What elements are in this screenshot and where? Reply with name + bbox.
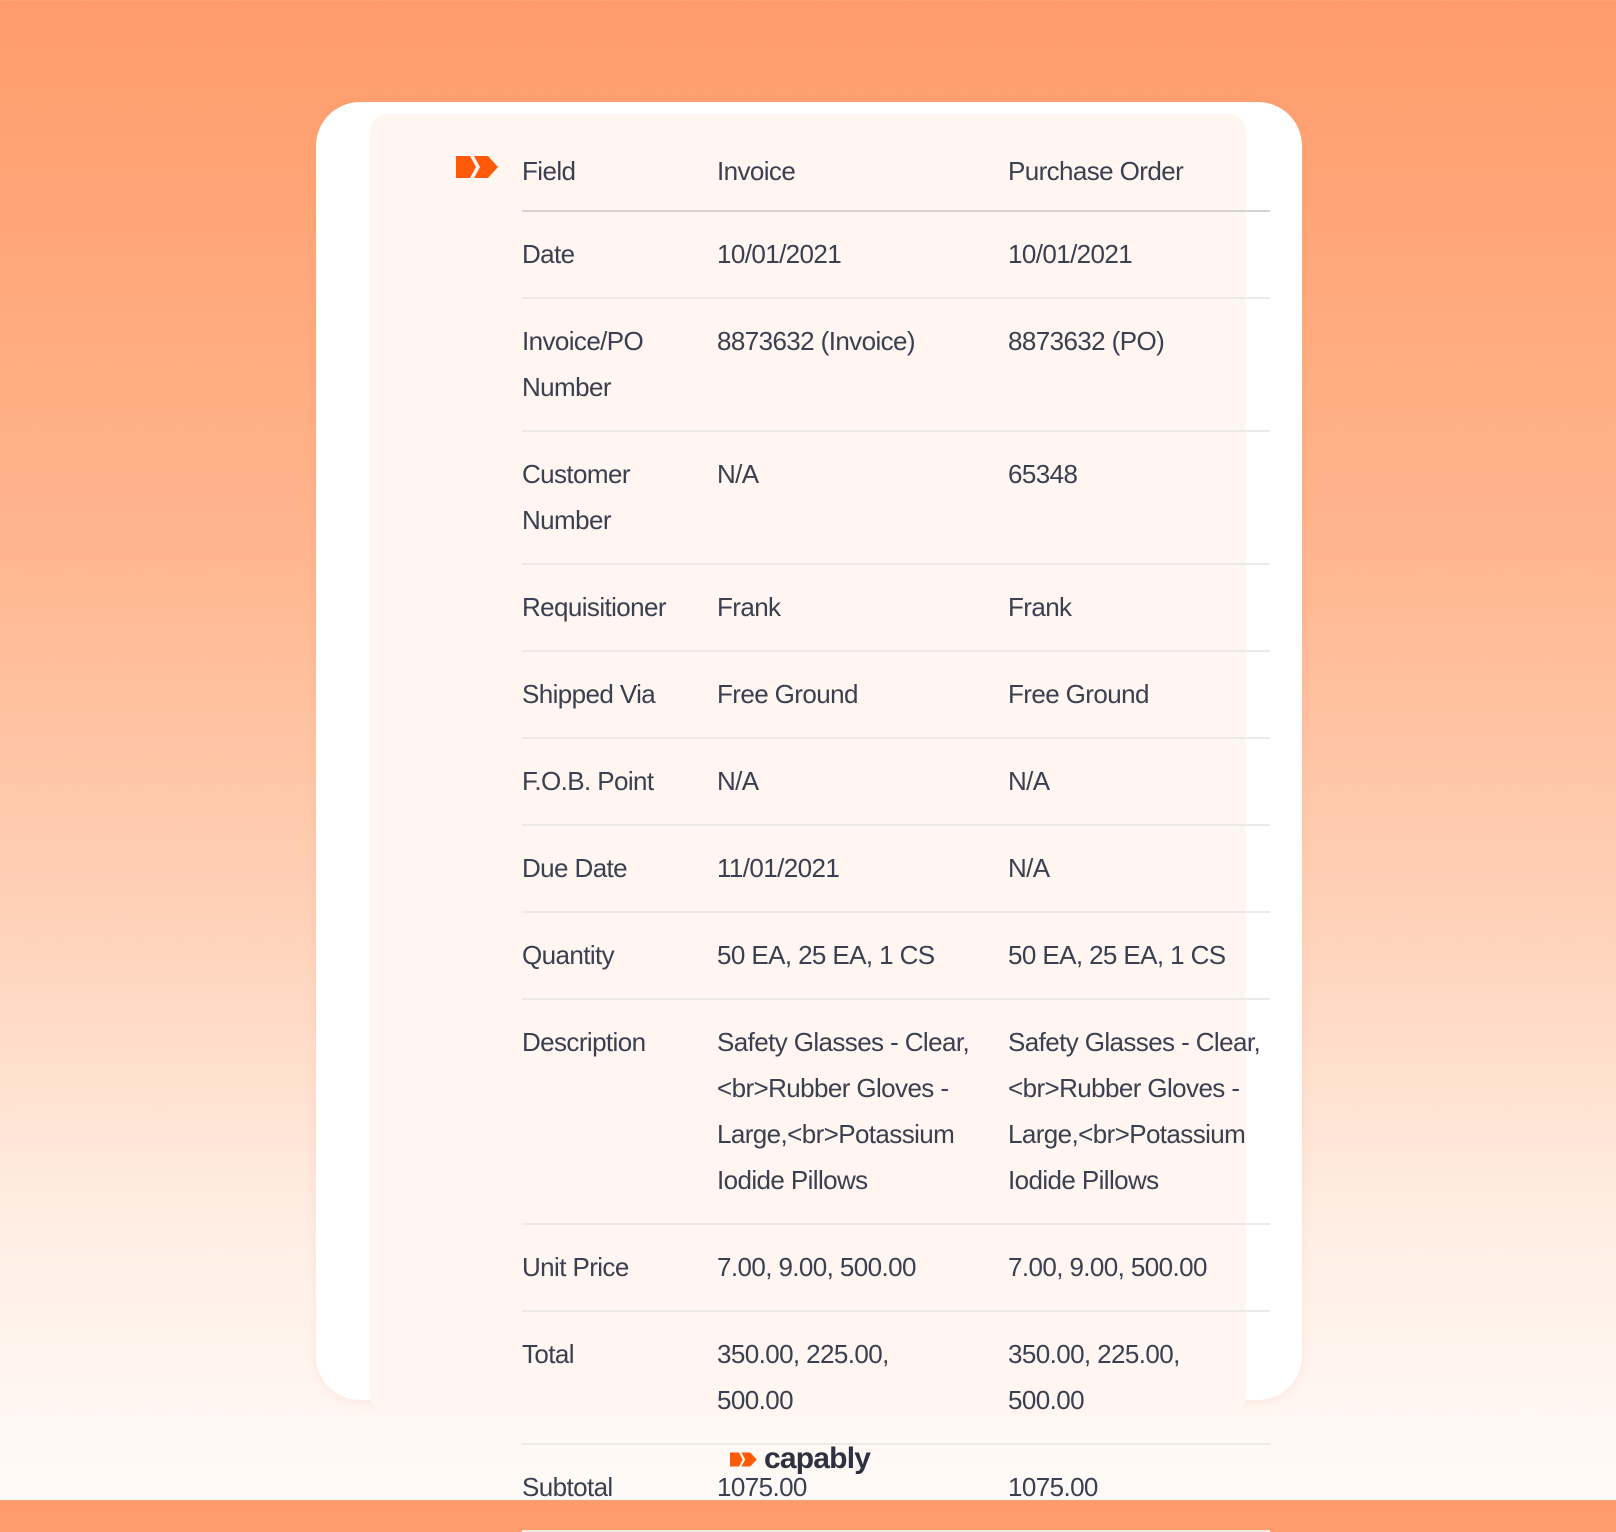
field-cell: Invoice/PO Number <box>522 298 717 431</box>
invoice-cell: N/A <box>717 431 1008 564</box>
invoice-cell: 7.00, 9.00, 500.00 <box>717 1224 1008 1311</box>
column-header-invoice: Invoice <box>717 134 1008 211</box>
po-cell: 10/01/2021 <box>1008 211 1270 298</box>
capably-logo-icon <box>456 154 500 180</box>
po-cell: 1075.00 <box>1008 1444 1270 1531</box>
invoice-cell: 10/01/2021 <box>717 211 1008 298</box>
field-cell: Total <box>522 1311 717 1444</box>
po-cell: Free Ground <box>1008 651 1270 738</box>
table-row <box>522 738 1270 825</box>
invoice-cell: Frank <box>717 564 1008 651</box>
po-cell: N/A <box>1008 825 1270 912</box>
table-header-row <box>522 134 1270 211</box>
invoice-cell: 50 EA, 25 EA, 1 CS <box>717 912 1008 999</box>
table-row <box>522 298 1270 431</box>
column-header-purchase-order: Purchase Order <box>1008 134 1270 211</box>
table-row <box>522 211 1270 298</box>
invoice-cell: Safety Glasses - Clear, <br>Rubber Gloves - Large,<br>Potassium Iodide Pillows <box>717 999 1008 1224</box>
po-cell: N/A <box>1008 738 1270 825</box>
invoice-po-comparison-table <box>522 134 1270 1532</box>
table-row <box>522 651 1270 738</box>
table-row <box>522 912 1270 999</box>
table-row <box>522 999 1270 1224</box>
column-header-field: Field <box>522 134 717 211</box>
field-cell: Due Date <box>522 825 717 912</box>
table-row <box>522 431 1270 564</box>
invoice-cell: 1075.00 <box>717 1444 1008 1531</box>
po-cell: 65348 <box>1008 431 1270 564</box>
field-cell: Shipped Via <box>522 651 717 738</box>
po-cell: 8873632 (PO) <box>1008 298 1270 431</box>
footer-brand-logo <box>730 1442 870 1476</box>
po-cell: Frank <box>1008 564 1270 651</box>
table-row <box>522 1444 1270 1531</box>
brand-wordmark: capably <box>764 1442 871 1475</box>
invoice-cell: 350.00, 225.00, 500.00 <box>717 1311 1008 1444</box>
table-row <box>522 1224 1270 1311</box>
po-cell: 50 EA, 25 EA, 1 CS <box>1008 912 1270 999</box>
po-cell: 7.00, 9.00, 500.00 <box>1008 1224 1270 1311</box>
invoice-cell: 8873632 (Invoice) <box>717 298 1008 431</box>
field-cell: Customer Number <box>522 431 717 564</box>
table-row <box>522 564 1270 651</box>
invoice-cell: Free Ground <box>717 651 1008 738</box>
invoice-cell: 11/01/2021 <box>717 825 1008 912</box>
field-cell: Unit Price <box>522 1224 717 1311</box>
capably-chevron-icon <box>730 1451 758 1468</box>
field-cell: Subtotal <box>522 1444 717 1531</box>
po-cell: Safety Glasses - Clear, <br>Rubber Gloves - Large,<br>Potassium Iodide Pillows <box>1008 999 1270 1224</box>
table-row <box>522 1311 1270 1444</box>
field-cell: F.O.B. Point <box>522 738 717 825</box>
table-row <box>522 825 1270 912</box>
field-cell: Requisitioner <box>522 564 717 651</box>
invoice-cell: N/A <box>717 738 1008 825</box>
field-cell: Description <box>522 999 717 1224</box>
field-cell: Quantity <box>522 912 717 999</box>
field-cell: Date <box>522 211 717 298</box>
po-cell: 350.00, 225.00, 500.00 <box>1008 1311 1270 1444</box>
